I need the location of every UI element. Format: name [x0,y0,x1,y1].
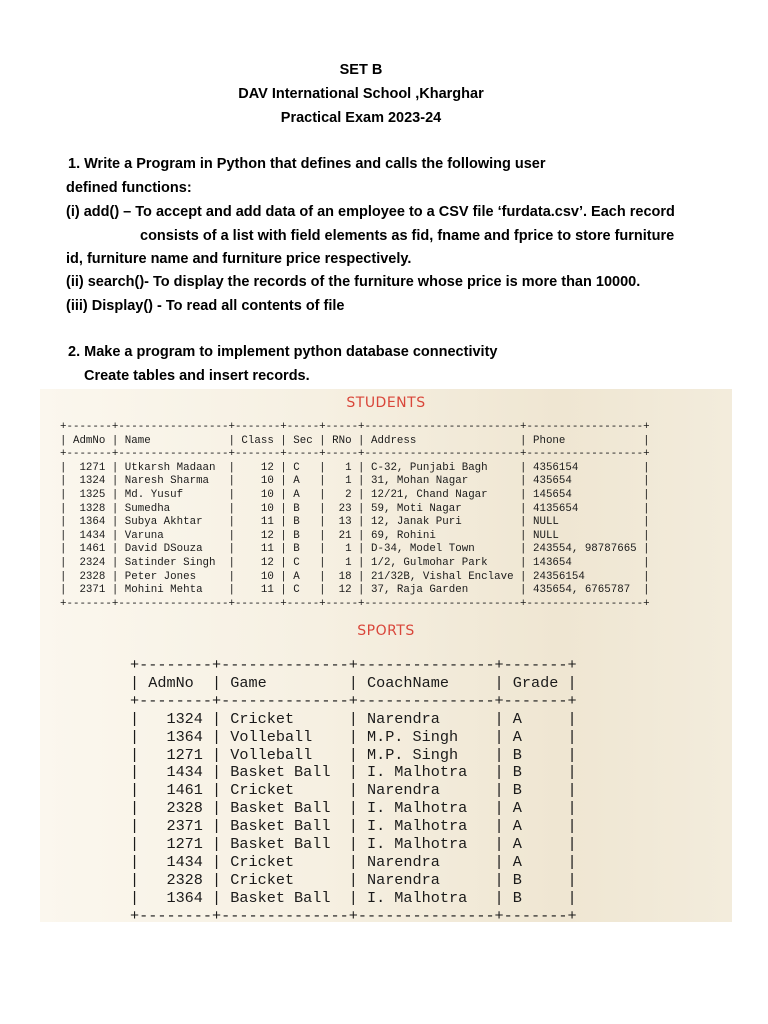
table-row: | 1271 | Volleball | M.P. Singh | B | [130,745,577,764]
set-label: SET B [339,62,383,78]
students-table [60,421,650,611]
table-row: | 1325 | Md. Yusuf | 10 | A | 2 | 12/21, Chand Nagar | 145654 | [60,488,650,501]
sports-table-title: SPORTS [357,623,415,639]
table-row: | 2371 | Basket Ball | I. Malhotra | A | [130,817,577,836]
table-row: | 1364 | Subya Akhtar | 11 | B | 13 | 12, Janak Puri | NULL | [60,516,650,529]
exam-title: Practical Exam 2023-24 [280,110,442,126]
q1-line: id, furniture name and furniture price respectively. [66,251,412,267]
table-row: | 2328 | Cricket | Narendra | B | [130,870,577,889]
sports-table [130,657,577,926]
table-border: +-------+-----------------+-------+-----+-----+------------------------+------------------+ [60,448,650,461]
table-row: | 1364 | Basket Ball | I. Malhotra | B | [130,888,577,907]
table-row: | 1271 | Basket Ball | I. Malhotra | A | [130,835,577,854]
table-border: +-------+-----------------+-------+-----+-----+------------------------+------------------+ [60,597,650,610]
table-row: | 2371 | Mohini Mehta | 11 | C | 12 | 37, Raja Garden | 435654, 6765787 | [60,584,650,597]
table-border: +-------+-----------------+-------+-----+-----+------------------------+------------------+ [60,421,650,433]
q1-line: consists of a list with field elements as fid, fname and fprice to store furniture [140,228,675,244]
table-border: +--------+--------------+---------------+-------+ [130,906,577,925]
table-header-row: | AdmNo | Game | CoachName | Grade | [130,673,577,692]
table-row: | 1434 | Varuna | 12 | B | 21 | 69, Rohini | NULL | [60,529,650,542]
table-row: | 2328 | Basket Ball | I. Malhotra | A | [130,799,577,818]
table-border: +--------+--------------+---------------+-------+ [130,656,577,674]
table-row: | 1328 | Sumedha | 10 | B | 23 | 59, Moti Nagar | 4135654 | [60,502,650,515]
table-row: | 1324 | Cricket | Narendra | A | [130,709,577,728]
table-row: | 1271 | Utkarsh Madaan | 12 | C | 1 | C-32, Punjabi Bagh | 4356154 | [60,461,650,474]
tables-image [40,389,732,925]
table-row: | 1461 | Cricket | Narendra | B | [130,781,577,800]
q2-line: Create tables and insert records. [84,368,310,384]
table-row: | 2328 | Peter Jones | 10 | A | 18 | 21/32B, Vishal Enclave | 24356154 | [60,570,650,583]
table-border: +--------+--------------+---------------+-------+ [130,691,577,710]
q2-line: 2. Make a program to implement python database connectivity [68,344,498,360]
students-table-title: STUDENTS [346,395,426,411]
table-row: | 1461 | David DSouza | 11 | B | 1 | D-34, Model Town | 243554, 98787665 | [60,543,650,556]
q1-line: (iii) Display() - To read all contents of file [66,298,345,314]
q1-line: (ii) search()- To display the records of the furniture whose price is more than 10000. [66,274,641,290]
table-row: | 2324 | Satinder Singh | 12 | C | 1 | 1/2, Gulmohar Park | 143654 | [60,556,650,569]
q1-line: 1. Write a Program in Python that defines and calls the following user [68,156,546,172]
q1-line: (i) add() – To accept and add data of an employee to a CSV file ‘furdata.csv’. Each record [66,204,675,220]
q1-line: defined functions: [66,180,192,196]
table-row: | 1364 | Volleball | M.P. Singh | A | [130,727,577,746]
school-name: DAV International School ,Kharghar [238,86,484,102]
table-row: | 1434 | Cricket | Narendra | A | [130,852,577,871]
table-row: | 1434 | Basket Ball | I. Malhotra | B | [130,763,577,782]
table-row: | 1324 | Naresh Sharma | 10 | A | 1 | 31, Mohan Nagar | 435654 | [60,475,650,488]
table-header-row: | AdmNo | Name | Class | Sec | RNo | Address | Phone | [60,434,650,447]
